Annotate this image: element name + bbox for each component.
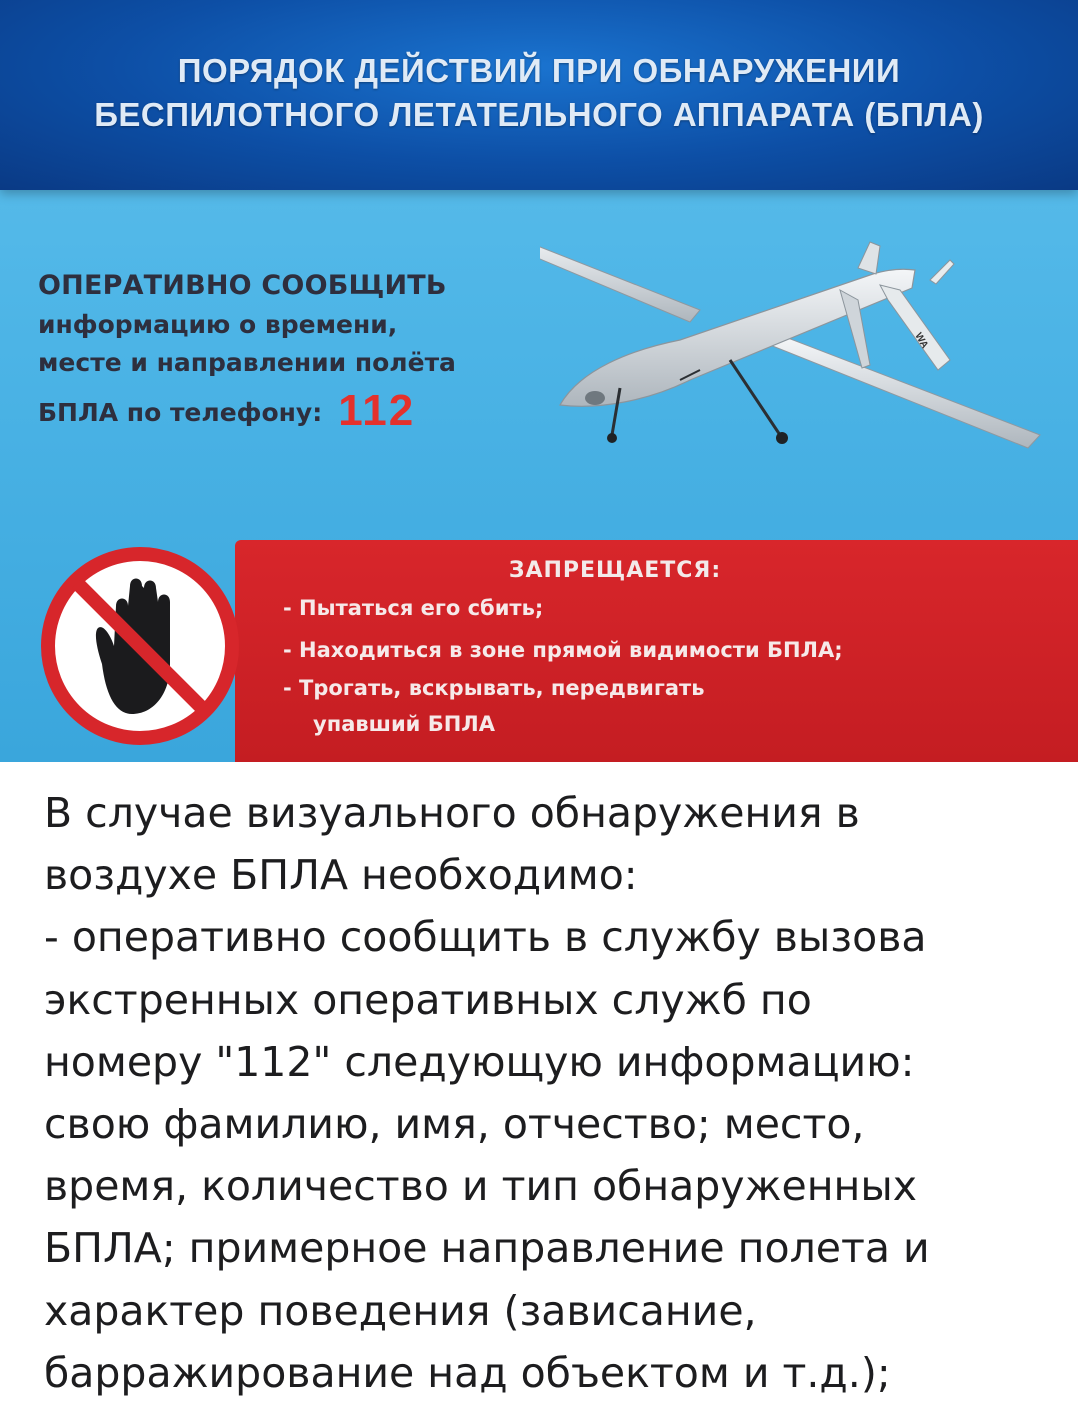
instructions-line-5: номеру "112" следующую информацию:: [44, 1037, 915, 1086]
instructions-line-8: БПЛА; примерное направление полета и: [44, 1224, 930, 1273]
prohibition-item-1: - Пытаться его сбить;: [283, 596, 544, 620]
report-heading: ОПЕРАТИВНО СООБЩИТЬ: [38, 270, 447, 301]
poster-title-line-1: ПОРЯДОК ДЕЙСТВИЙ ПРИ ОБНАРУЖЕНИИ: [177, 52, 901, 89]
instructions-text: [44, 782, 1044, 1404]
instructions-line-2: воздухе БПЛА необходимо:: [44, 851, 638, 900]
report-line-2: месте и направлении полёта: [38, 348, 456, 377]
poster-title-band: [0, 0, 1078, 190]
prohibition-item-2: - Находиться в зоне прямой видимости БПЛА;: [283, 638, 843, 662]
drone-tail-marking: WA: [912, 331, 930, 351]
report-line-1: информацию о времени,: [38, 310, 398, 339]
prohibition-item-3-cont: упавший БПЛА: [313, 712, 495, 736]
emergency-phone-number: 112: [338, 386, 416, 435]
poster-title-line-2: БЕСПИЛОТНОГО ЛЕТАТЕЛЬНОГО АППАРАТА (БПЛА): [94, 96, 984, 133]
report-line-3: [38, 386, 578, 436]
prohibition-item-3: - Трогать, вскрывать, передвигать: [283, 676, 705, 700]
prohibitions-heading: ЗАПРЕЩАЕТСЯ:: [508, 558, 722, 583]
instructions-line-9: характер поведения (зависание,: [44, 1286, 757, 1335]
report-line-3-text: БПЛА по телефону:: [38, 398, 323, 427]
instructions-line-6: свою фамилию, имя, отчество; место,: [44, 1100, 865, 1149]
instructions-line-3: - оперативно сообщить в службу вызова: [44, 913, 927, 962]
instructions-line-1: В случае визуального обнаружения в: [44, 789, 860, 837]
instructions-line-7: время, количество и тип обнаруженных: [44, 1162, 917, 1211]
prohibitions-banner: [235, 540, 1078, 762]
drone-illustration: [540, 230, 1070, 470]
instructions-line-4: экстренных оперативных служб по: [44, 975, 812, 1024]
instructions-line-10: барражирование над объектом и т.д.);: [44, 1348, 891, 1397]
report-instructions: [38, 270, 578, 436]
prohibition-sign-icon: [40, 546, 240, 746]
